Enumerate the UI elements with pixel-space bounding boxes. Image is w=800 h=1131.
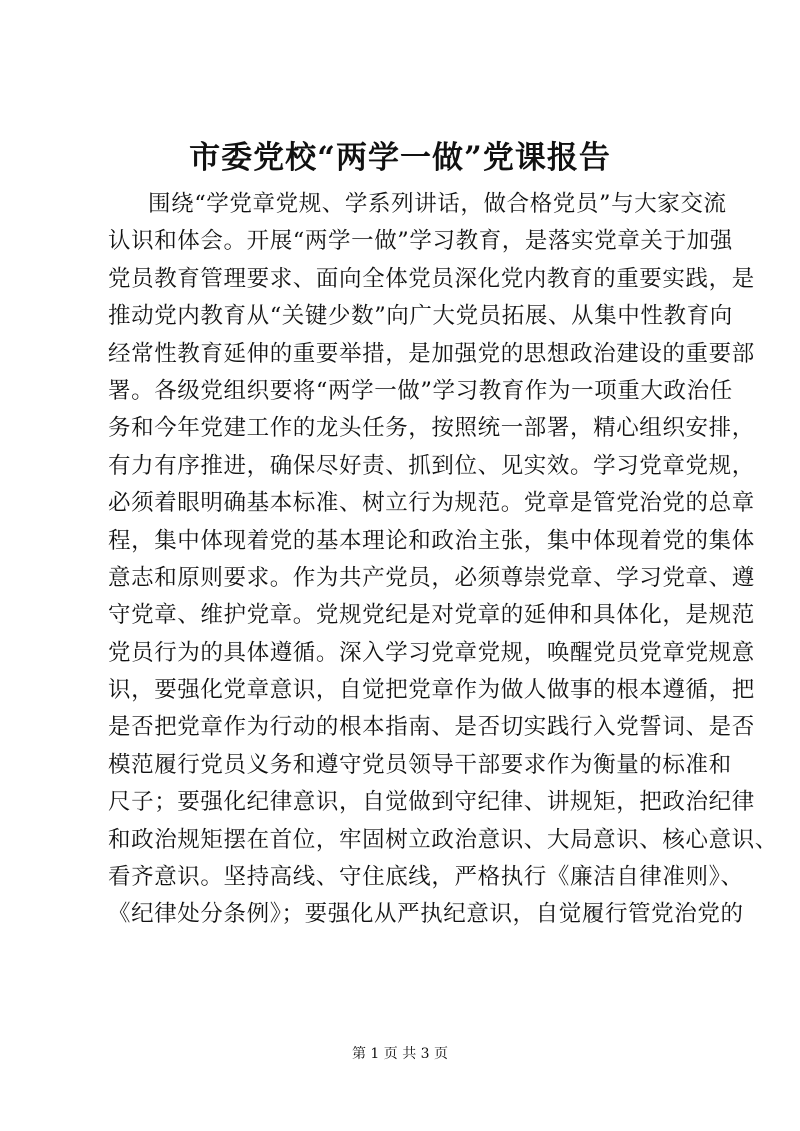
body-line: 意志和原则要求。作为共产党员，必须尊崇党章、学习党章、遵 xyxy=(108,564,755,591)
body-line: 推动党内教育从“关键少数”向广大党员拓展、从集中性教育向 xyxy=(108,303,733,330)
body-line: 必须着眼明确基本标准、树立行为规范。党章是管党治党的总章 xyxy=(108,490,755,517)
body-line: 识，要强化党章意识，自觉把党章作为做人做事的根本遵循，把 xyxy=(108,677,755,704)
body-line: 围绕“学党章党规、学系列讲话，做合格党员”与大家交流 xyxy=(148,191,727,217)
body-line: 是否把党章作为行动的根本指南、是否切实践行入党誓词、是否 xyxy=(108,714,755,741)
body-line: 模范履行党员义务和遵守党员领导干部要求作为衡量的标准和 xyxy=(108,751,732,778)
page-number-footer: 第 1 页 共 3 页 xyxy=(351,1046,449,1062)
body-line: 务和今年党建工作的龙头任务，按照统一部署，精心组织安排， xyxy=(108,415,755,442)
body-line: 认识和体会。开展“两学一做”学习教育，是落实党章关于加强 xyxy=(108,228,733,255)
body-line: 守党章、维护党章。党规党纪是对党章的延伸和具体化，是规范 xyxy=(108,602,755,629)
body-line: 尺子；要强化纪律意识，自觉做到守纪律、讲规矩，把政治纪律 xyxy=(108,789,755,816)
body-line: 程，集中体现着党的基本理论和政治主张，集中体现着党的集体 xyxy=(108,527,755,554)
body-text xyxy=(108,186,778,934)
body-line: 《纪律处分条例》；要强化从严执纪意识，自觉履行管党治党的 xyxy=(108,901,744,928)
body-line: 和政治规矩摆在首位，牢固树立政治意识、大局意识、核心意识、 xyxy=(108,826,778,853)
body-line: 有力有序推进，确保尽好责、抓到位、见实效。学习党章党规， xyxy=(108,452,755,479)
body-line: 经常性教育延伸的重要举措，是加强党的思想政治建设的重要部 xyxy=(108,340,755,367)
body-line: 党员教育管理要求、面向全体党员深化党内教育的重要实践，是 xyxy=(108,265,755,292)
body-line: 党员行为的具体遵循。深入学习党章党规，唤醒党员党章党规意 xyxy=(108,639,755,666)
body-line: 署。各级党组织要将“两学一做”学习教育作为一项重大政治任 xyxy=(108,377,733,404)
document-title: 市委党校“两学一做”党课报告 xyxy=(189,140,611,176)
body-line: 看齐意识。坚持高线、守住底线，严格执行《廉洁自律准则》、 xyxy=(108,864,744,891)
